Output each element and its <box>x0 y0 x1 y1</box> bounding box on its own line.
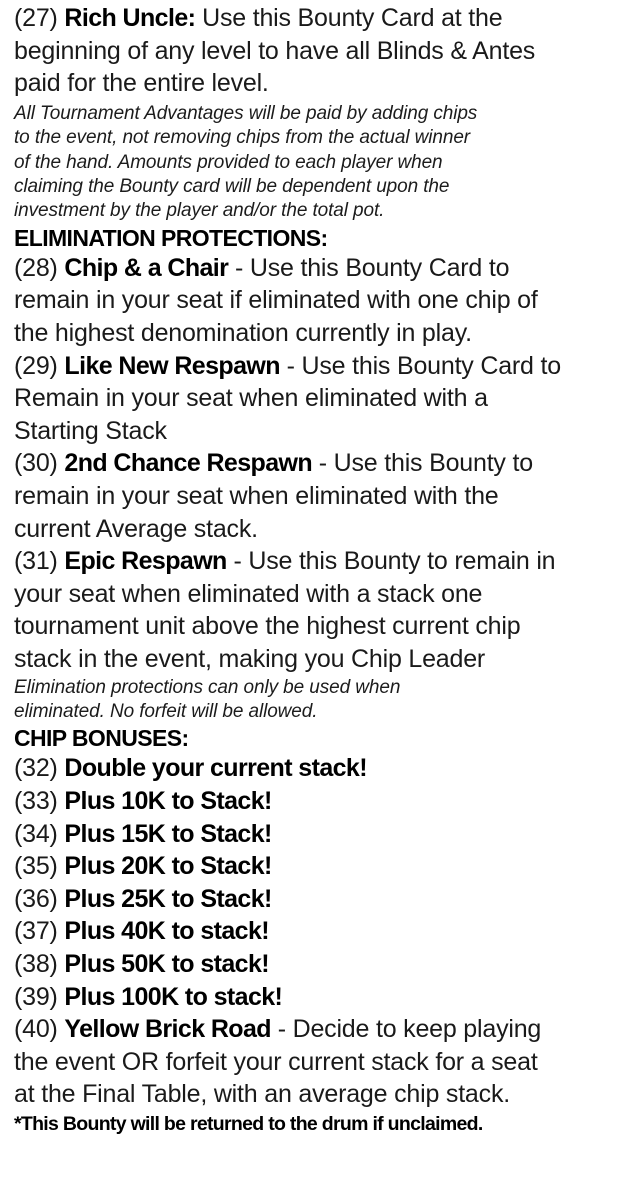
entry-text-line: stack in the event, making you Chip Leader <box>14 644 486 673</box>
second-chance-respawn-entry <box>14 447 623 480</box>
entry-number: (40) <box>14 1015 58 1044</box>
advantages-note-line: claiming the Bounty card will be dependent upon the <box>14 176 450 197</box>
bonus-number: (33) <box>14 786 58 815</box>
advantages-note-line: of the hand. Amounts provided to each player when <box>14 151 443 173</box>
bonus-text: Plus 25K to Stack! <box>64 884 272 913</box>
entry-text-line: the event OR forfeit your current stack for a seat <box>14 1047 538 1076</box>
entry-text-line: tournament unit above the highest current chip <box>14 612 521 641</box>
bonus-number: (36) <box>14 884 58 913</box>
bonus-text: Plus 20K to Stack! <box>64 852 272 881</box>
entry-number: (30) <box>14 449 58 478</box>
elimination-protections-heading: ELIMINATION PROTECTIONS: <box>14 224 328 251</box>
entry-number: (28) <box>14 253 58 282</box>
entry-text-line: paid for the entire level. <box>14 69 269 98</box>
yellow-brick-road-entry <box>14 1013 623 1046</box>
bonus-number: (38) <box>14 949 58 978</box>
elimination-note-line: Elimination protections can only be used when <box>14 676 401 698</box>
bonus-text: Plus 15K to Stack! <box>64 819 272 848</box>
bonus-text: Plus 10K to Stack! <box>64 786 272 815</box>
entry-text: Use this Bounty Card at the <box>195 4 503 32</box>
bonus-item <box>14 981 623 1014</box>
bonus-number: (32) <box>14 754 58 783</box>
entry-text-line: Remain in your seat when eliminated with a <box>14 384 488 413</box>
entry-title: Epic Respawn <box>64 547 227 576</box>
entry-title: Rich Uncle: <box>64 4 196 32</box>
bonus-text: Plus 50K to stack! <box>64 949 269 978</box>
bonus-item <box>14 948 623 981</box>
entry-text-line: beginning of any level to have all Blinds & Antes <box>14 36 536 65</box>
bonus-number: (37) <box>14 917 58 946</box>
bonus-item <box>14 883 623 916</box>
advantages-note-line: All Tournament Advantages will be paid by adding chips <box>14 102 478 124</box>
bonus-number: (39) <box>14 982 58 1011</box>
entry-text: - Decide to keep playing <box>270 1015 542 1044</box>
entry-text-line: the highest denomination currently in play. <box>14 319 472 347</box>
epic-respawn-entry <box>14 545 623 578</box>
entry-text-line: your seat when eliminated with a stack one <box>14 579 483 608</box>
bonus-text: Plus 100K to stack! <box>64 982 283 1011</box>
advantages-note-line: investment by the player and/or the total pot. <box>14 200 385 222</box>
entry-text: - Use this Bounty to <box>312 449 533 478</box>
bonus-item <box>14 752 623 785</box>
bonus-item <box>14 850 623 883</box>
bonus-item <box>14 818 623 851</box>
footer-note: *This Bounty will be returned to the drum if unclaimed. <box>14 1112 483 1135</box>
entry-text-line: at the Final Table, with an average chip stack. <box>14 1080 510 1109</box>
bonus-number: (34) <box>14 819 58 848</box>
rich-uncle-entry <box>14 2 623 35</box>
entry-text-line: Starting Stack <box>14 416 167 445</box>
entry-text-line: current Average stack. <box>14 514 258 543</box>
bonus-item <box>14 915 623 948</box>
elimination-note-line: eliminated. No forfeit will be allowed. <box>14 700 318 722</box>
entry-text: - Use this Bounty to remain in <box>226 547 556 576</box>
entry-title: 2nd Chance Respawn <box>64 449 313 478</box>
entry-number: (29) <box>14 351 58 380</box>
entry-title: Like New Respawn <box>64 351 280 380</box>
entry-number: (27) <box>14 4 58 32</box>
entry-text-line: remain in your seat if eliminated with one chip of <box>14 286 538 315</box>
entry-title: Yellow Brick Road <box>64 1015 271 1044</box>
entry-text-line: remain in your seat when eliminated with the <box>14 481 499 510</box>
like-new-respawn-entry <box>14 350 623 383</box>
bonus-text: Double your current stack! <box>64 754 367 783</box>
advantages-note-line: to the event, not removing chips from the actual winner <box>14 127 471 149</box>
bonus-item <box>14 785 623 818</box>
bonus-number: (35) <box>14 852 58 881</box>
entry-text: - Use this Bounty Card to <box>228 253 510 282</box>
chip-chair-entry <box>14 252 623 285</box>
bonus-text: Plus 40K to stack! <box>64 917 269 946</box>
entry-number: (31) <box>14 547 58 576</box>
entry-title: Chip & a Chair <box>64 253 229 282</box>
chip-bonuses-heading: CHIP BONUSES: <box>14 725 189 752</box>
entry-text: - Use this Bounty Card to <box>279 351 561 380</box>
